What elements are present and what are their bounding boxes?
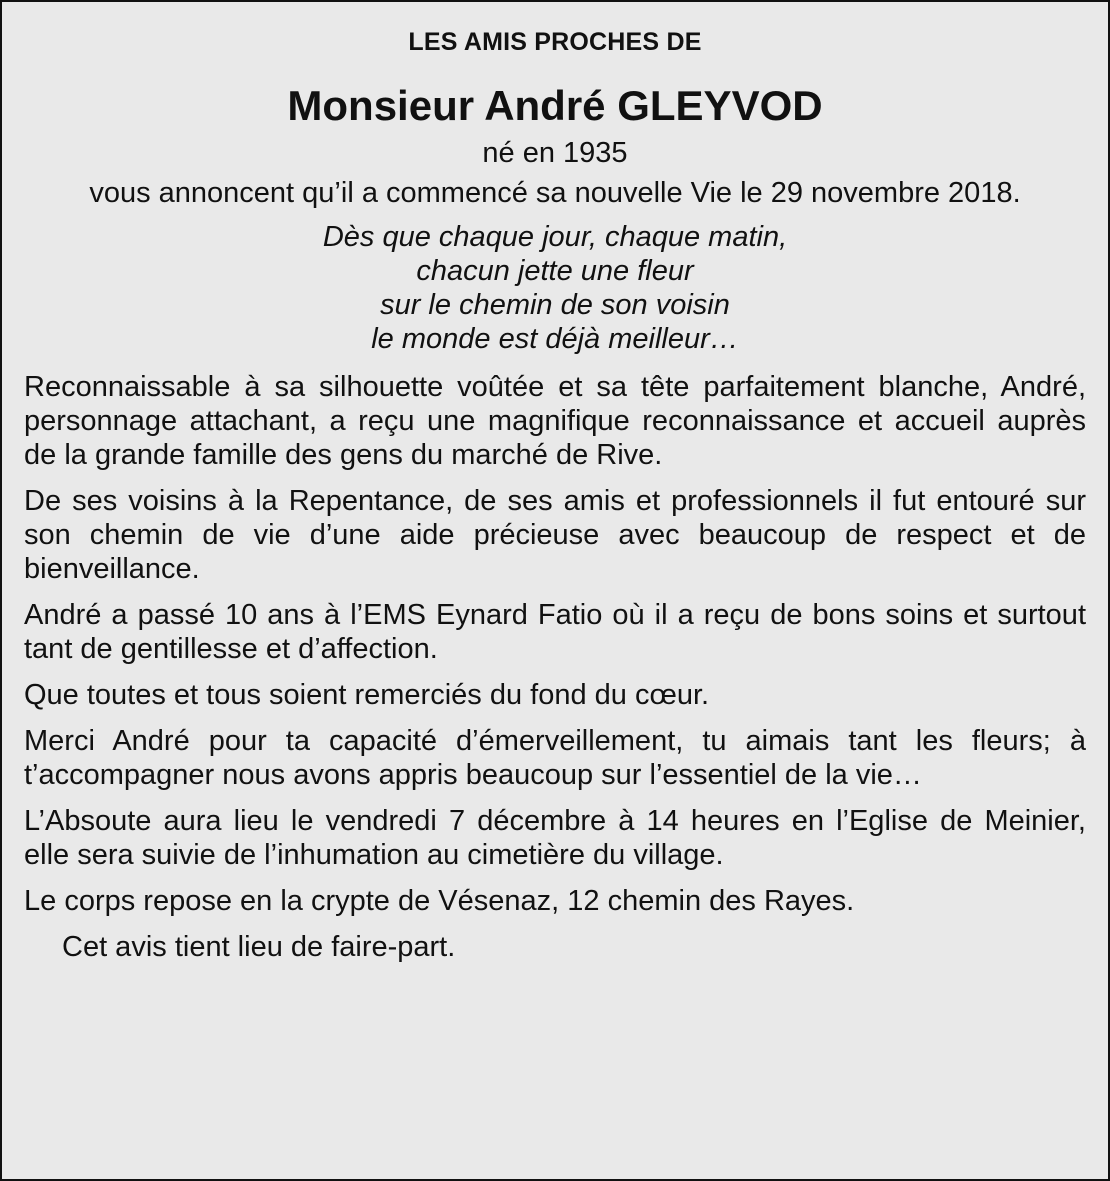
poem <box>24 220 1086 356</box>
announcement: vous annoncent qu’il a commencé sa nouvelle Vie le 29 novembre 2018. <box>89 177 1021 209</box>
poem-line: Dès que chaque jour, chaque matin, <box>322 221 788 253</box>
paragraph-crypt: Le corps repose en la crypte de Vésenaz, 12 chemin des Rayes. <box>24 885 855 917</box>
poem-line: le monde est déjà meilleur… <box>371 323 739 355</box>
paragraph-ems: André a passé 10 ans à l’EMS Eynard Fatio où il a reçu de bons soins et surtout tant de gentillesse et d’affection. <box>24 599 1086 665</box>
poem-line: sur le chemin de son voisin <box>380 289 730 321</box>
deceased-name: Monsieur André GLEYVOD <box>287 82 823 129</box>
birth-year: né en 1935 <box>482 137 628 169</box>
paragraph-tribute: Merci André pour ta capacité d’émerveillement, tu aimais tant les fleurs; à t’accompagner nous avons appris beaucoup sur l’essentiel de la vie… <box>24 725 1086 791</box>
paragraph-description: Reconnaissable à sa silhouette voûtée et sa tête parfaitement blanche, André, personnage attachant, a reçu une magnifique reconnaissance et accueil auprès de la grande famille des gens du marché de Rive. <box>24 371 1086 471</box>
paragraph-neighbors: De ses voisins à la Repentance, de ses amis et professionnels il fut entouré sur son chemin de vie d’une aide précieuse avec beaucoup de respect et de bienveillance. <box>24 485 1086 585</box>
paragraph-thanks: Que toutes et tous soient remerciés du fond du cœur. <box>24 679 710 711</box>
closing-note: Cet avis tient lieu de faire-part. <box>62 931 456 963</box>
poem-line: chacun jette une fleur <box>416 255 694 287</box>
paragraph-service: L’Absoute aura lieu le vendredi 7 décembre à 14 heures en l’Eglise de Meinier, elle sera suivie de l’inhumation au cimetière du village. <box>24 805 1086 871</box>
notice-heading: LES AMIS PROCHES DE <box>408 28 702 56</box>
